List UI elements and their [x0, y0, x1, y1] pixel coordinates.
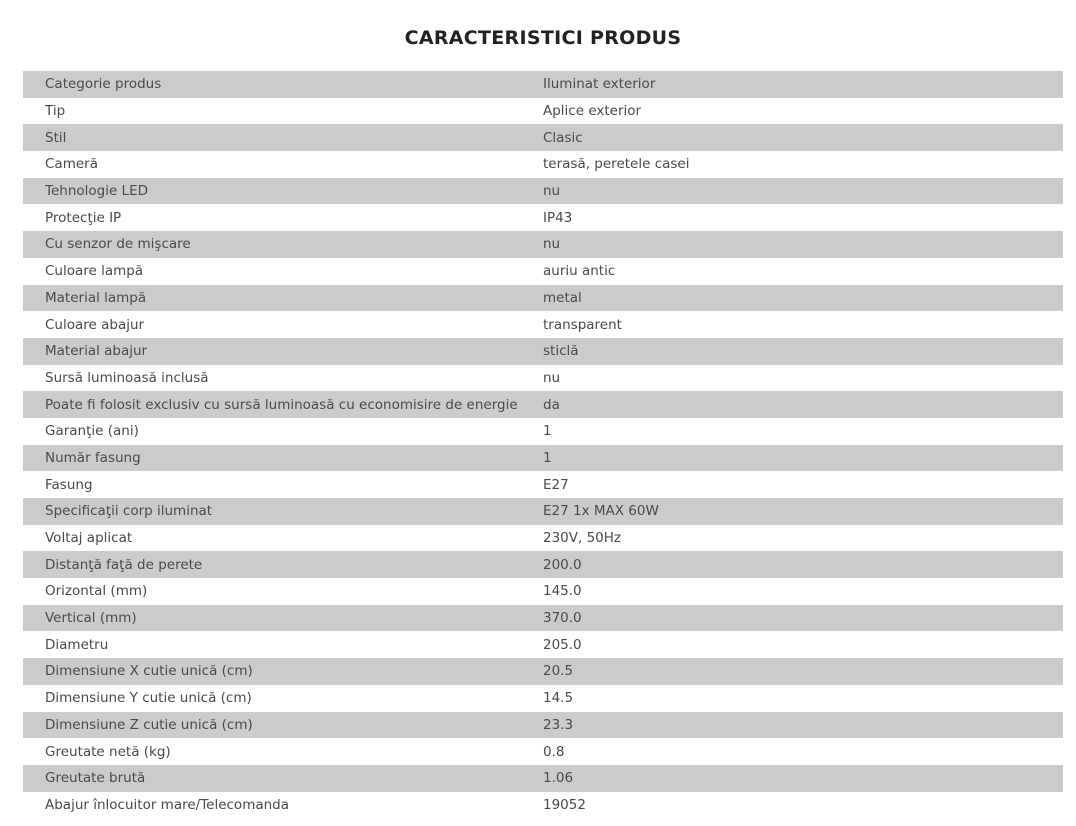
spec-row: [23, 658, 1063, 685]
spec-label: Culoare lampă: [45, 263, 144, 280]
spec-value: 200.0: [543, 556, 582, 573]
spec-value: IP43: [543, 209, 573, 226]
spec-label: Categorie produs: [45, 76, 162, 93]
spec-row: [23, 124, 1063, 151]
spec-value: E27 1x MAX 60W: [543, 503, 659, 520]
section-title: CARACTERISTICI PRODUS: [404, 26, 682, 49]
spec-row: [23, 445, 1063, 472]
spec-row: [23, 578, 1063, 605]
spec-label: Cameră: [45, 156, 98, 173]
spec-label: Orizontal (mm): [45, 583, 148, 600]
spec-label: Stil: [45, 129, 67, 146]
spec-label: Greutate brută: [45, 770, 146, 787]
spec-row: [23, 738, 1063, 765]
spec-row: [23, 471, 1063, 498]
spec-value: nu: [543, 369, 561, 386]
spec-value: auriu antic: [543, 263, 616, 280]
spec-value: 1: [543, 423, 552, 440]
spec-row: [23, 231, 1063, 258]
spec-value: 14.5: [543, 690, 574, 707]
spec-label: Poate fi folosit exclusiv cu sursă luminoasă cu economisire de energie: [45, 396, 518, 413]
spec-row: [23, 204, 1063, 231]
spec-row: [23, 418, 1063, 445]
spec-value: E27: [543, 476, 569, 493]
spec-value: 205.0: [543, 636, 582, 653]
spec-row: [23, 712, 1063, 739]
spec-row: [23, 151, 1063, 178]
spec-value: Iluminat exterior: [543, 76, 656, 93]
spec-value: 370.0: [543, 610, 582, 627]
spec-row: [23, 792, 1063, 819]
spec-label: Sursă luminoasă inclusă: [45, 369, 209, 386]
spec-label: Fasung: [45, 476, 93, 493]
spec-row: [23, 391, 1063, 418]
spec-row: [23, 685, 1063, 712]
spec-row: [23, 551, 1063, 578]
spec-value: sticlă: [543, 343, 579, 360]
spec-value: Clasic: [543, 129, 583, 146]
spec-label: Material abajur: [45, 343, 148, 360]
spec-label: Abajur înlocuitor mare/Telecomanda: [45, 796, 290, 813]
spec-row: [23, 498, 1063, 525]
spec-value: 20.5: [543, 663, 574, 680]
spec-row: [23, 605, 1063, 632]
spec-value: nu: [543, 183, 561, 200]
spec-label: Voltaj aplicat: [45, 530, 133, 547]
spec-row: [23, 338, 1063, 365]
spec-label: Diametru: [45, 636, 109, 653]
spec-label: Vertical (mm): [45, 610, 137, 627]
spec-row: [23, 631, 1063, 658]
spec-label: Dimensiune Y cutie unică (cm): [45, 690, 252, 707]
specs-table: [23, 71, 1063, 818]
spec-row: [23, 285, 1063, 312]
spec-value: da: [543, 396, 560, 413]
spec-value: metal: [543, 289, 582, 306]
spec-value: 145.0: [543, 583, 582, 600]
spec-row: [23, 178, 1063, 205]
spec-row: [23, 71, 1063, 98]
spec-label: Culoare abajur: [45, 316, 145, 333]
spec-row: [23, 311, 1063, 338]
spec-row: [23, 365, 1063, 392]
spec-label: Greutate netă (kg): [45, 743, 171, 760]
spec-value: 1: [543, 449, 552, 466]
spec-label: Cu senzor de mişcare: [45, 236, 191, 253]
spec-label: Protecţie IP: [45, 209, 122, 226]
spec-value: 230V, 50Hz: [543, 530, 622, 547]
spec-label: Distanţă faţă de perete: [45, 556, 203, 573]
spec-row: [23, 98, 1063, 125]
spec-value: 1.06: [543, 770, 574, 787]
spec-value: Aplice exterior: [543, 103, 642, 120]
spec-value: 0.8: [543, 743, 565, 760]
spec-label: Număr fasung: [45, 449, 141, 466]
spec-label: Tehnologie LED: [45, 183, 149, 200]
spec-label: Tip: [45, 103, 66, 120]
spec-row: [23, 525, 1063, 552]
spec-value: 23.3: [543, 716, 574, 733]
spec-label: Dimensiune X cutie unică (cm): [45, 663, 253, 680]
spec-value: terasă, peretele casei: [543, 156, 690, 173]
spec-label: Specificaţii corp iluminat: [45, 503, 213, 520]
spec-row: [23, 765, 1063, 792]
spec-label: Dimensiune Z cutie unică (cm): [45, 716, 253, 733]
spec-row: [23, 258, 1063, 285]
spec-value: transparent: [543, 316, 622, 333]
spec-value: nu: [543, 236, 561, 253]
spec-label: Garanţie (ani): [45, 423, 139, 440]
spec-label: Material lampă: [45, 289, 147, 306]
spec-value: 19052: [543, 796, 586, 813]
